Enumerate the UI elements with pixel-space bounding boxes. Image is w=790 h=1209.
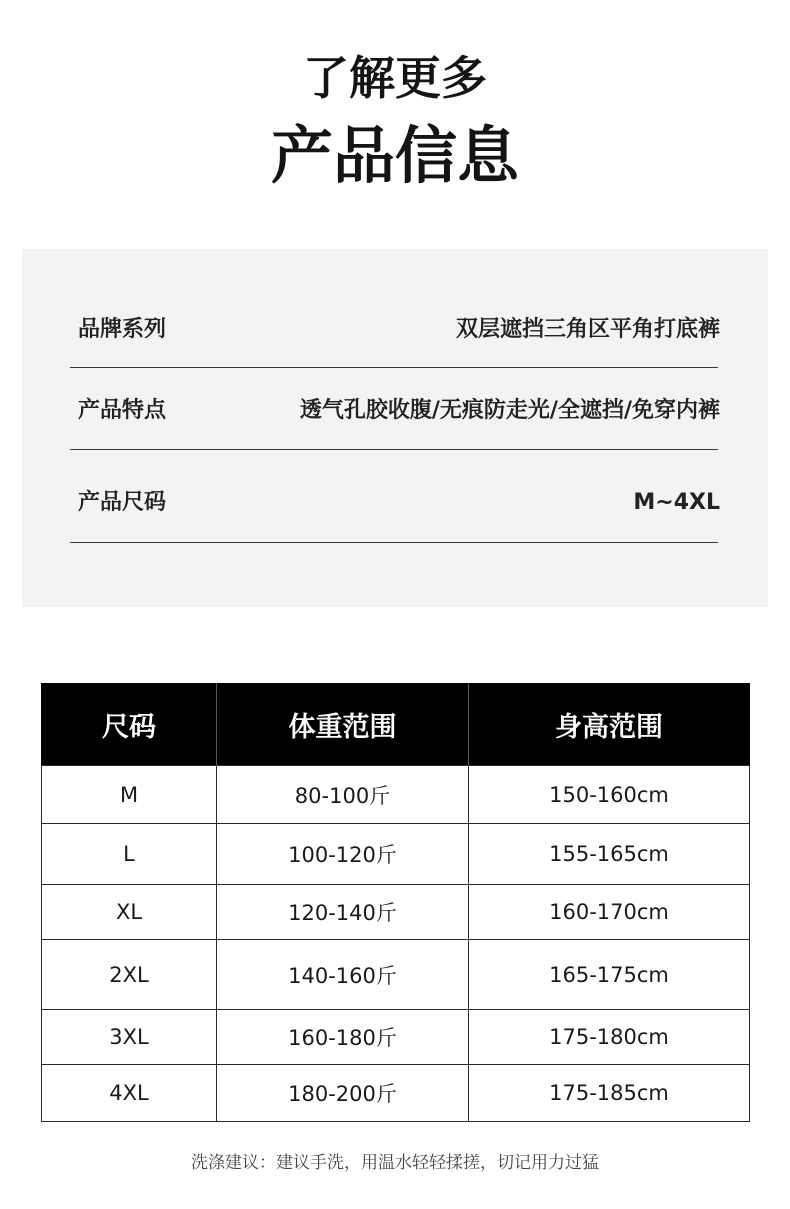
table-row	[42, 824, 750, 885]
size-cell: 4XL	[42, 1065, 217, 1122]
table-row	[42, 1010, 750, 1065]
section-title: 产品信息	[270, 119, 519, 192]
washing-instructions: 洗涤建议：建议手洗，用温水轻轻揉搓，切记用力过猛	[191, 1153, 599, 1173]
height-cell: 155-165cm	[469, 824, 750, 885]
info-label: 产品尺码	[78, 490, 167, 515]
height-cell: 150-160cm	[469, 766, 750, 824]
weight-cell: 140-160斤	[217, 940, 469, 1010]
size-cell: M	[42, 766, 217, 824]
weight-cell: 80-100斤	[217, 766, 469, 824]
size-cell: 3XL	[42, 1010, 217, 1065]
weight-cell: 100-120斤	[217, 824, 469, 885]
info-row-sizes	[70, 450, 718, 543]
height-cell: 175-180cm	[469, 1010, 750, 1065]
info-label: 产品特点	[78, 398, 167, 423]
weight-cell: 120-140斤	[217, 885, 469, 940]
size-chart-table	[41, 683, 750, 1122]
table-row	[42, 885, 750, 940]
info-value: M~4XL	[633, 490, 720, 515]
column-header-height: 身高范围	[469, 684, 750, 766]
height-cell: 160-170cm	[469, 885, 750, 940]
height-cell: 175-185cm	[469, 1065, 750, 1122]
weight-cell: 180-200斤	[217, 1065, 469, 1122]
info-label: 品牌系列	[78, 317, 167, 342]
table-header-row	[42, 684, 750, 766]
table-row	[42, 766, 750, 824]
product-info-panel	[22, 249, 768, 607]
table-row	[42, 1065, 750, 1122]
section-subtitle: 了解更多	[303, 51, 487, 105]
info-row-brand	[70, 307, 718, 368]
column-header-size: 尺码	[42, 684, 217, 766]
size-cell: 2XL	[42, 940, 217, 1010]
info-value: 透气孔胶收腹/无痕防走光/全遮挡/免穿内裤	[299, 398, 720, 423]
height-cell: 165-175cm	[469, 940, 750, 1010]
weight-cell: 160-180斤	[217, 1010, 469, 1065]
size-cell: L	[42, 824, 217, 885]
info-value: 双层遮挡三角区平角打底裤	[455, 317, 720, 342]
table-row	[42, 940, 750, 1010]
size-cell: XL	[42, 885, 217, 940]
column-header-weight: 体重范围	[217, 684, 469, 766]
info-row-features	[70, 368, 718, 450]
